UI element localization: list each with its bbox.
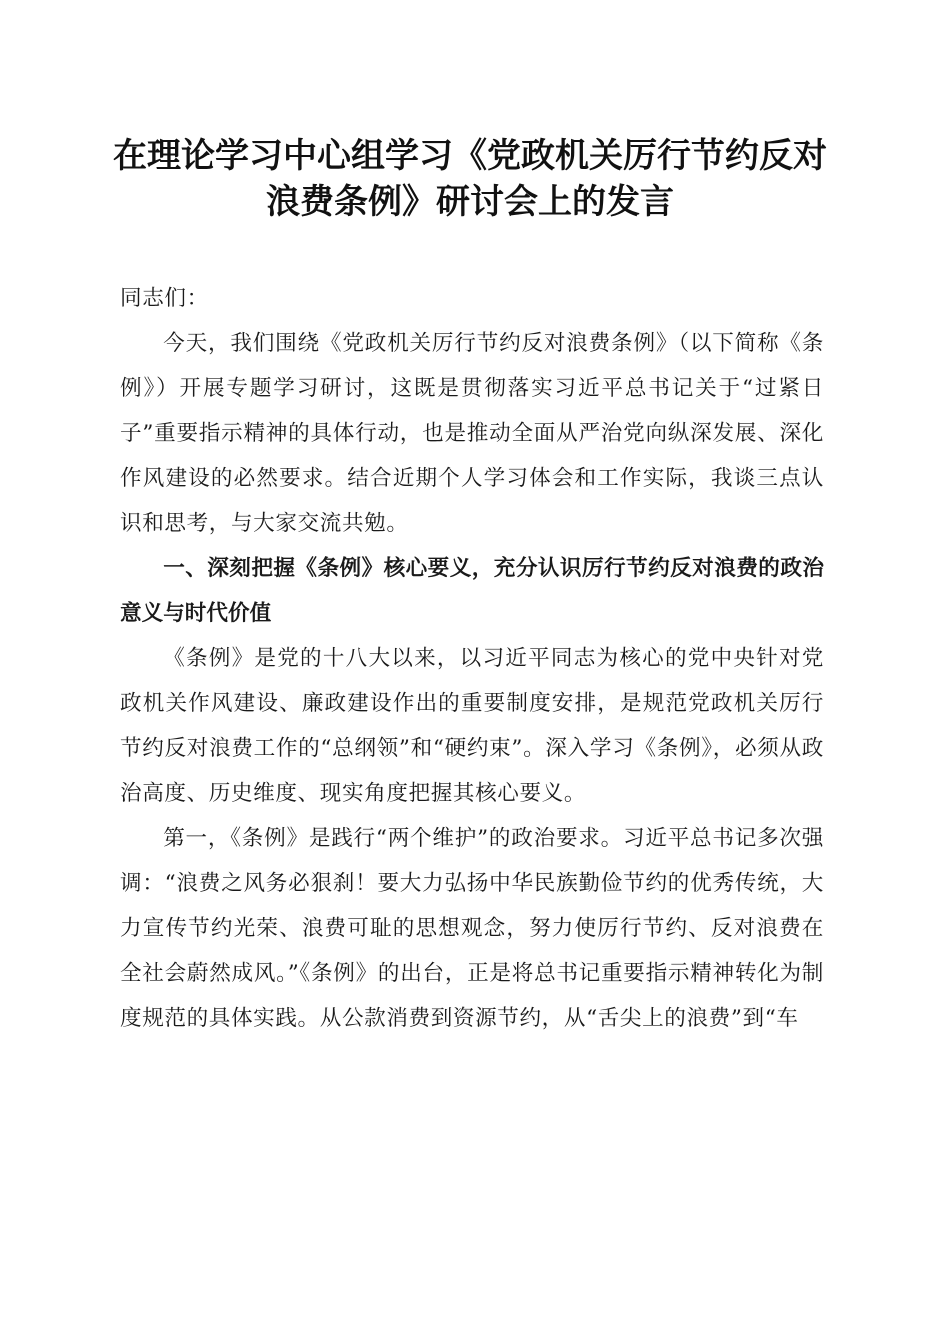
section-paragraph-1: 《条例》是党的十八大以来，以习近平同志为核心的党中央针对党政机关作风建设、廉政建设作出的重要制度安排，是规范党政机关厉行节约反对浪费工作的“总纲领”和“硬约束”。深入学习《条例》，必须从政治高度、历史维度、现实角度把握其核心要义。 [120, 646, 824, 806]
document-title: 在理论学习中心组学习《党政机关厉行节约反对浪费条例》研讨会上的发言 [113, 136, 827, 222]
section-paragraph-2: 第一，《条例》是践行“两个维护”的政治要求。习近平总书记多次强调：“浪费之风务必狠刹！要大力弘扬中华民族勤俭节约的优秀传统，大力宣传节约光荣、浪费可耻的思想观念，努力使厉行节约、反对浪费在全社会蔚然成风。”《条例》的出台，正是将总书记重要指示精神转化为制度规范的具体实践。从公款消费到资源节约，从“舌尖上的浪费”到“车 [120, 826, 824, 1031]
document-body [120, 276, 824, 1041]
section-heading: 一、深刻把握《条例》核心要义，充分认识厉行节约反对浪费的政治意义与时代价值 [120, 556, 824, 626]
salutation: 同志们： [120, 286, 209, 311]
intro-paragraph: 今天，我们围绕《党政机关厉行节约反对浪费条例》（以下简称《条例》）开展专题学习研讨，这既是贯彻落实习近平总书记关于“过紧日子”重要指示精神的具体行动，也是推动全面从严治党向纵深发展、深化作风建设的必然要求。结合近期个人学习体会和工作实际，我谈三点认识和思考，与大家交流共勉。 [120, 331, 824, 536]
